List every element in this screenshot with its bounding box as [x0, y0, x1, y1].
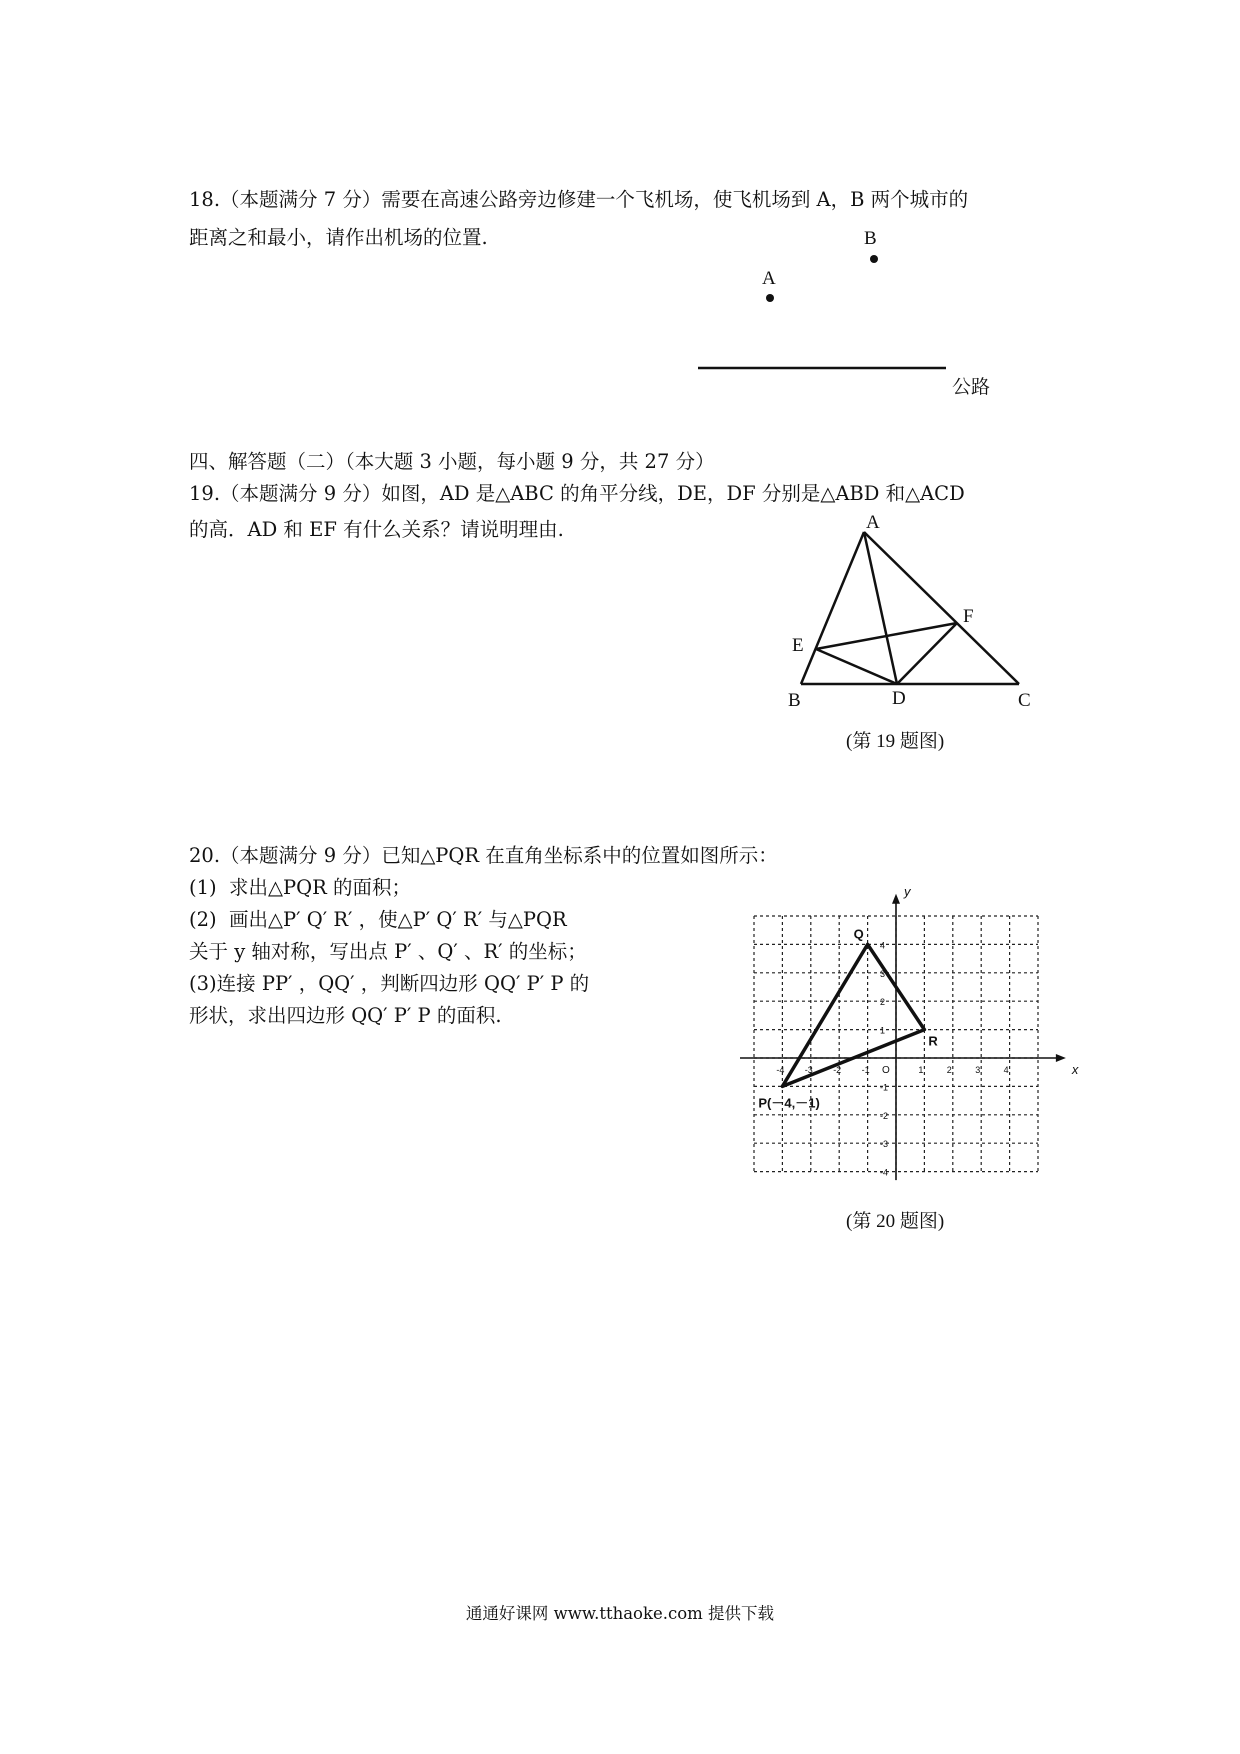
point-p-label: P(－4,－1) [758, 1095, 820, 1111]
q19-label-d: D [892, 688, 906, 709]
y-tick-label: 2 [880, 997, 886, 1008]
q18-label-a: A [762, 268, 776, 289]
q19-caption: (第 19 题图) [846, 731, 945, 752]
q20-line-4: 关于 y 轴对称，写出点 P′ 、Q′ 、R′ 的坐标； [189, 940, 587, 963]
edge-ac [864, 532, 1019, 684]
origin-label: O [882, 1065, 890, 1076]
y-tick-label: 4 [880, 940, 886, 951]
point-r-label: R [928, 1033, 938, 1049]
q19-label-f: F [963, 606, 974, 627]
y-axis-label: y [904, 883, 911, 899]
q18-label-road: 公路 [952, 376, 991, 398]
q20-line-1: 20.（本题满分 9 分）已知△PQR 在直角坐标系中的位置如图所示： [189, 844, 778, 867]
q20-line-5: (3)连接 PP′ ，QQ′ ，判断四边形 QQ′ P′ P 的 [189, 972, 590, 995]
city-a-point [766, 294, 774, 302]
q20-line-2: (1) 求出△PQR 的面积； [189, 876, 412, 899]
y-tick-label: 3 [880, 968, 886, 979]
q20-line-6: 形状，求出四边形 QQ′ P′ P 的面积. [189, 1004, 502, 1027]
x-tick-label: 2 [946, 1065, 952, 1075]
y-tick-label: -2 [880, 1110, 889, 1121]
segment-de [816, 649, 897, 684]
triangle-pqr [782, 944, 924, 1086]
q18-figure [0, 0, 1240, 420]
y-tick-label: 1 [880, 1025, 886, 1036]
q19-triangle-figure [780, 520, 1060, 700]
section4-title: 四、解答题（二）（本大题 3 小题，每小题 9 分，共 27 分） [189, 450, 715, 473]
q18-label-b: B [864, 228, 877, 249]
edge-ab [801, 532, 864, 684]
q20-caption: (第 20 题图) [846, 1211, 945, 1232]
x-tick-label: -2 [833, 1065, 842, 1075]
q20-coordinate-graph [740, 880, 1090, 1200]
q19-label-c: C [1018, 690, 1031, 711]
city-b-point [870, 255, 878, 263]
y-tick-label: -3 [880, 1139, 889, 1150]
point-q-label: Q [853, 926, 864, 942]
x-axis-label: x [1071, 1062, 1079, 1077]
segment-ad [864, 532, 897, 684]
q19-line-1: 19.（本题满分 9 分）如图，AD 是△ABC 的角平分线，DE，DF 分别是△ABD 和△ACD [189, 482, 965, 505]
y-tick-label: -4 [880, 1167, 889, 1178]
q18-line-2: 距离之和最小，请作出机场的位置. [189, 226, 488, 249]
q18-line-1: 18.（本题满分 7 分）需要在高速公路旁边修建一个飞机场，使飞机场到 A，B 两个城市的 [189, 188, 969, 211]
q19-label-e: E [792, 635, 804, 656]
footer-text: 通通好课网 www.tthaoke.com 提供下载 [465, 1604, 775, 1623]
q19-label-b: B [788, 690, 801, 711]
y-axis-arrow [892, 894, 900, 904]
x-tick-label: -1 [861, 1065, 870, 1075]
x-tick-label: 1 [918, 1065, 924, 1075]
x-tick-label: -3 [804, 1065, 813, 1075]
q19-label-a: A [866, 512, 880, 533]
x-tick-label: -4 [776, 1065, 785, 1075]
q20-line-3: (2) 画出△P′ Q′ R′ ，使△P′ Q′ R′ 与△PQR [189, 908, 567, 931]
x-axis-arrow [1056, 1054, 1066, 1062]
y-tick-label: -1 [880, 1082, 889, 1093]
x-tick-label: 4 [1003, 1065, 1009, 1075]
q19-line-2: 的高．AD 和 EF 有什么关系？请说明理由. [189, 518, 564, 541]
x-tick-label: 3 [975, 1065, 981, 1075]
